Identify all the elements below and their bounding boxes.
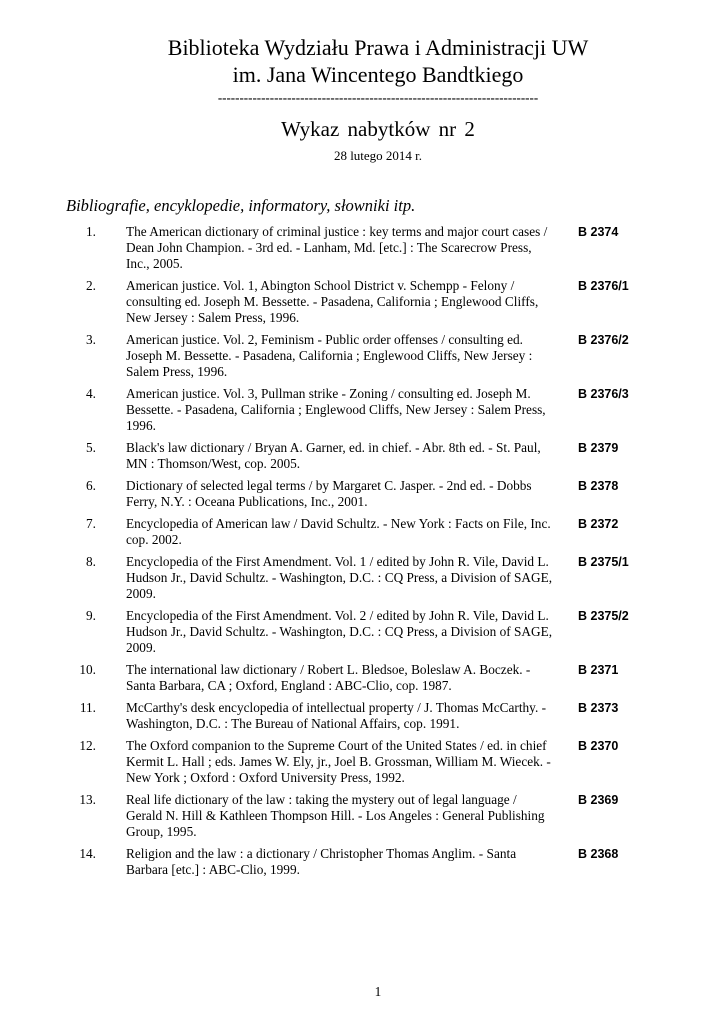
entry-description: American justice. Vol. 1, Abington School District v. Schempp - Felony / consulting ed. Joseph M. Bessette. - Pasadena, California ; Englewood Cliffs, New Jersey : Salem Press, 1996. bbox=[126, 278, 539, 325]
entry-description: The Oxford companion to the Supreme Court of the United States / ed. in chief Kermit L. Hall ; eds. James W. Ely, jr., Joel B. Grossman, William M. Wiecek. - New York ; Oxford : Oxford University Press, 1992. bbox=[126, 738, 551, 785]
list-item bbox=[0, 846, 724, 878]
entry-number: 1. bbox=[86, 224, 96, 239]
entry-number: 9. bbox=[86, 608, 96, 623]
entry-signature: B 2376/1 bbox=[578, 279, 629, 293]
entry-signature: B 2378 bbox=[578, 479, 619, 493]
list-item bbox=[0, 792, 724, 840]
entry-number: 7. bbox=[86, 516, 96, 531]
library-patron: im. Jana Wincentego Bandtkiego bbox=[232, 62, 524, 87]
list-item bbox=[0, 516, 724, 548]
entry-description: American justice. Vol. 3, Pullman strike - Zoning / consulting ed. Joseph M. Bessette. - Pasadena, California ; Englewood Cliffs, New Jersey : Salem Press, 1996. bbox=[126, 386, 546, 433]
list-item bbox=[0, 440, 724, 472]
entry-signature: B 2375/2 bbox=[578, 609, 629, 623]
entry-number: 14. bbox=[79, 846, 96, 861]
entry-signature: B 2376/3 bbox=[578, 387, 629, 401]
list-item bbox=[0, 332, 724, 380]
entry-description: Real life dictionary of the law : taking the mystery out of legal language / Gerald N. Hill & Kathleen Thompson Hill. - Los Angeles : General Publishing Group, 1995. bbox=[126, 792, 545, 839]
entry-description: The international law dictionary / Robert L. Bledsoe, Boleslaw A. Boczek. - Santa Barbara, CA ; Oxford, England : ABC-Clio, cop. 1987. bbox=[126, 662, 531, 693]
list-item bbox=[0, 554, 724, 602]
entry-signature: B 2371 bbox=[578, 663, 619, 677]
page-number: 1 bbox=[374, 984, 382, 999]
library-name: Biblioteka Wydziału Prawa i Administracji UW bbox=[167, 35, 589, 60]
entry-signature: B 2368 bbox=[578, 847, 619, 861]
list-date: 28 lutego 2014 r. bbox=[333, 148, 423, 163]
entry-description: American justice. Vol. 2, Feminism - Public order offenses / consulting ed. Joseph M. Bessette. - Pasadena, California ; Englewood Cliffs, New Jersey : Salem Press, 1996. bbox=[126, 332, 533, 379]
entry-description: McCarthy's desk encyclopedia of intellectual property / J. Thomas McCarthy. - Washington, D.C. : The Bureau of National Affairs, cop. 1991. bbox=[126, 700, 547, 731]
list-item bbox=[0, 386, 724, 434]
entry-number: 8. bbox=[86, 554, 96, 569]
list-item bbox=[0, 662, 724, 694]
entry-description: Encyclopedia of American law / David Schultz. - New York : Facts on File, Inc. cop. 2002. bbox=[126, 516, 551, 547]
entry-signature: B 2376/2 bbox=[578, 333, 629, 347]
entry-signature: B 2373 bbox=[578, 701, 619, 715]
entry-signature: B 2372 bbox=[578, 517, 619, 531]
entry-description: Encyclopedia of the First Amendment. Vol. 2 / edited by John R. Vile, David L. Hudson Jr., David Schultz. - Washington, D.C. : CQ Press, a Division of SAGE, 2009. bbox=[126, 608, 553, 655]
entry-number: 4. bbox=[86, 386, 96, 401]
entries-list bbox=[0, 224, 724, 884]
entry-number: 12. bbox=[79, 738, 96, 753]
list-item bbox=[0, 478, 724, 510]
entry-number: 6. bbox=[86, 478, 96, 493]
entry-description: The American dictionary of criminal justice : key terms and major court cases / Dean John Champion. - 3rd ed. - Lanham, Md. [etc.] : The Scarecrow Press, Inc., 2005. bbox=[126, 224, 548, 271]
entry-signature: B 2370 bbox=[578, 739, 619, 753]
document-header bbox=[0, 34, 724, 164]
entry-number: 10. bbox=[79, 662, 96, 677]
entry-description: Encyclopedia of the First Amendment. Vol. 1 / edited by John R. Vile, David L. Hudson Jr., David Schultz. - Washington, D.C. : CQ Press, a Division of SAGE, 2009. bbox=[126, 554, 553, 601]
entry-number: 13. bbox=[79, 792, 96, 807]
list-item bbox=[0, 608, 724, 656]
list-item bbox=[0, 224, 724, 272]
entry-description: Black's law dictionary / Bryan A. Garner, ed. in chief. - Abr. 8th ed. - St. Paul, MN : Thomson/West, cop. 2005. bbox=[126, 440, 541, 471]
list-item bbox=[0, 700, 724, 732]
entry-number: 2. bbox=[86, 278, 96, 293]
entry-number: 5. bbox=[86, 440, 96, 455]
list-item bbox=[0, 738, 724, 786]
section-heading: Bibliografie, encyklopedie, informatory, słowniki itp. bbox=[66, 196, 416, 215]
entry-number: 3. bbox=[86, 332, 96, 347]
list-title: Wykaz nabytków nr 2 bbox=[281, 117, 475, 141]
entry-signature: B 2379 bbox=[578, 441, 619, 455]
entry-signature: B 2374 bbox=[578, 225, 619, 239]
entry-number: 11. bbox=[79, 700, 96, 715]
list-item bbox=[0, 278, 724, 326]
entry-signature: B 2375/1 bbox=[578, 555, 629, 569]
entry-description: Dictionary of selected legal terms / by Margaret C. Jasper. - 2nd ed. - Dobbs Ferry, N.Y. : Oceana Publications, Inc., 2001. bbox=[126, 478, 532, 509]
entry-signature: B 2369 bbox=[578, 793, 619, 807]
header-divider: -------------------------------------------------------------------------- bbox=[217, 90, 539, 105]
entry-description: Religion and the law : a dictionary / Christopher Thomas Anglim. - Santa Barbara [etc.] : ABC-Clio, 1999. bbox=[126, 846, 517, 877]
